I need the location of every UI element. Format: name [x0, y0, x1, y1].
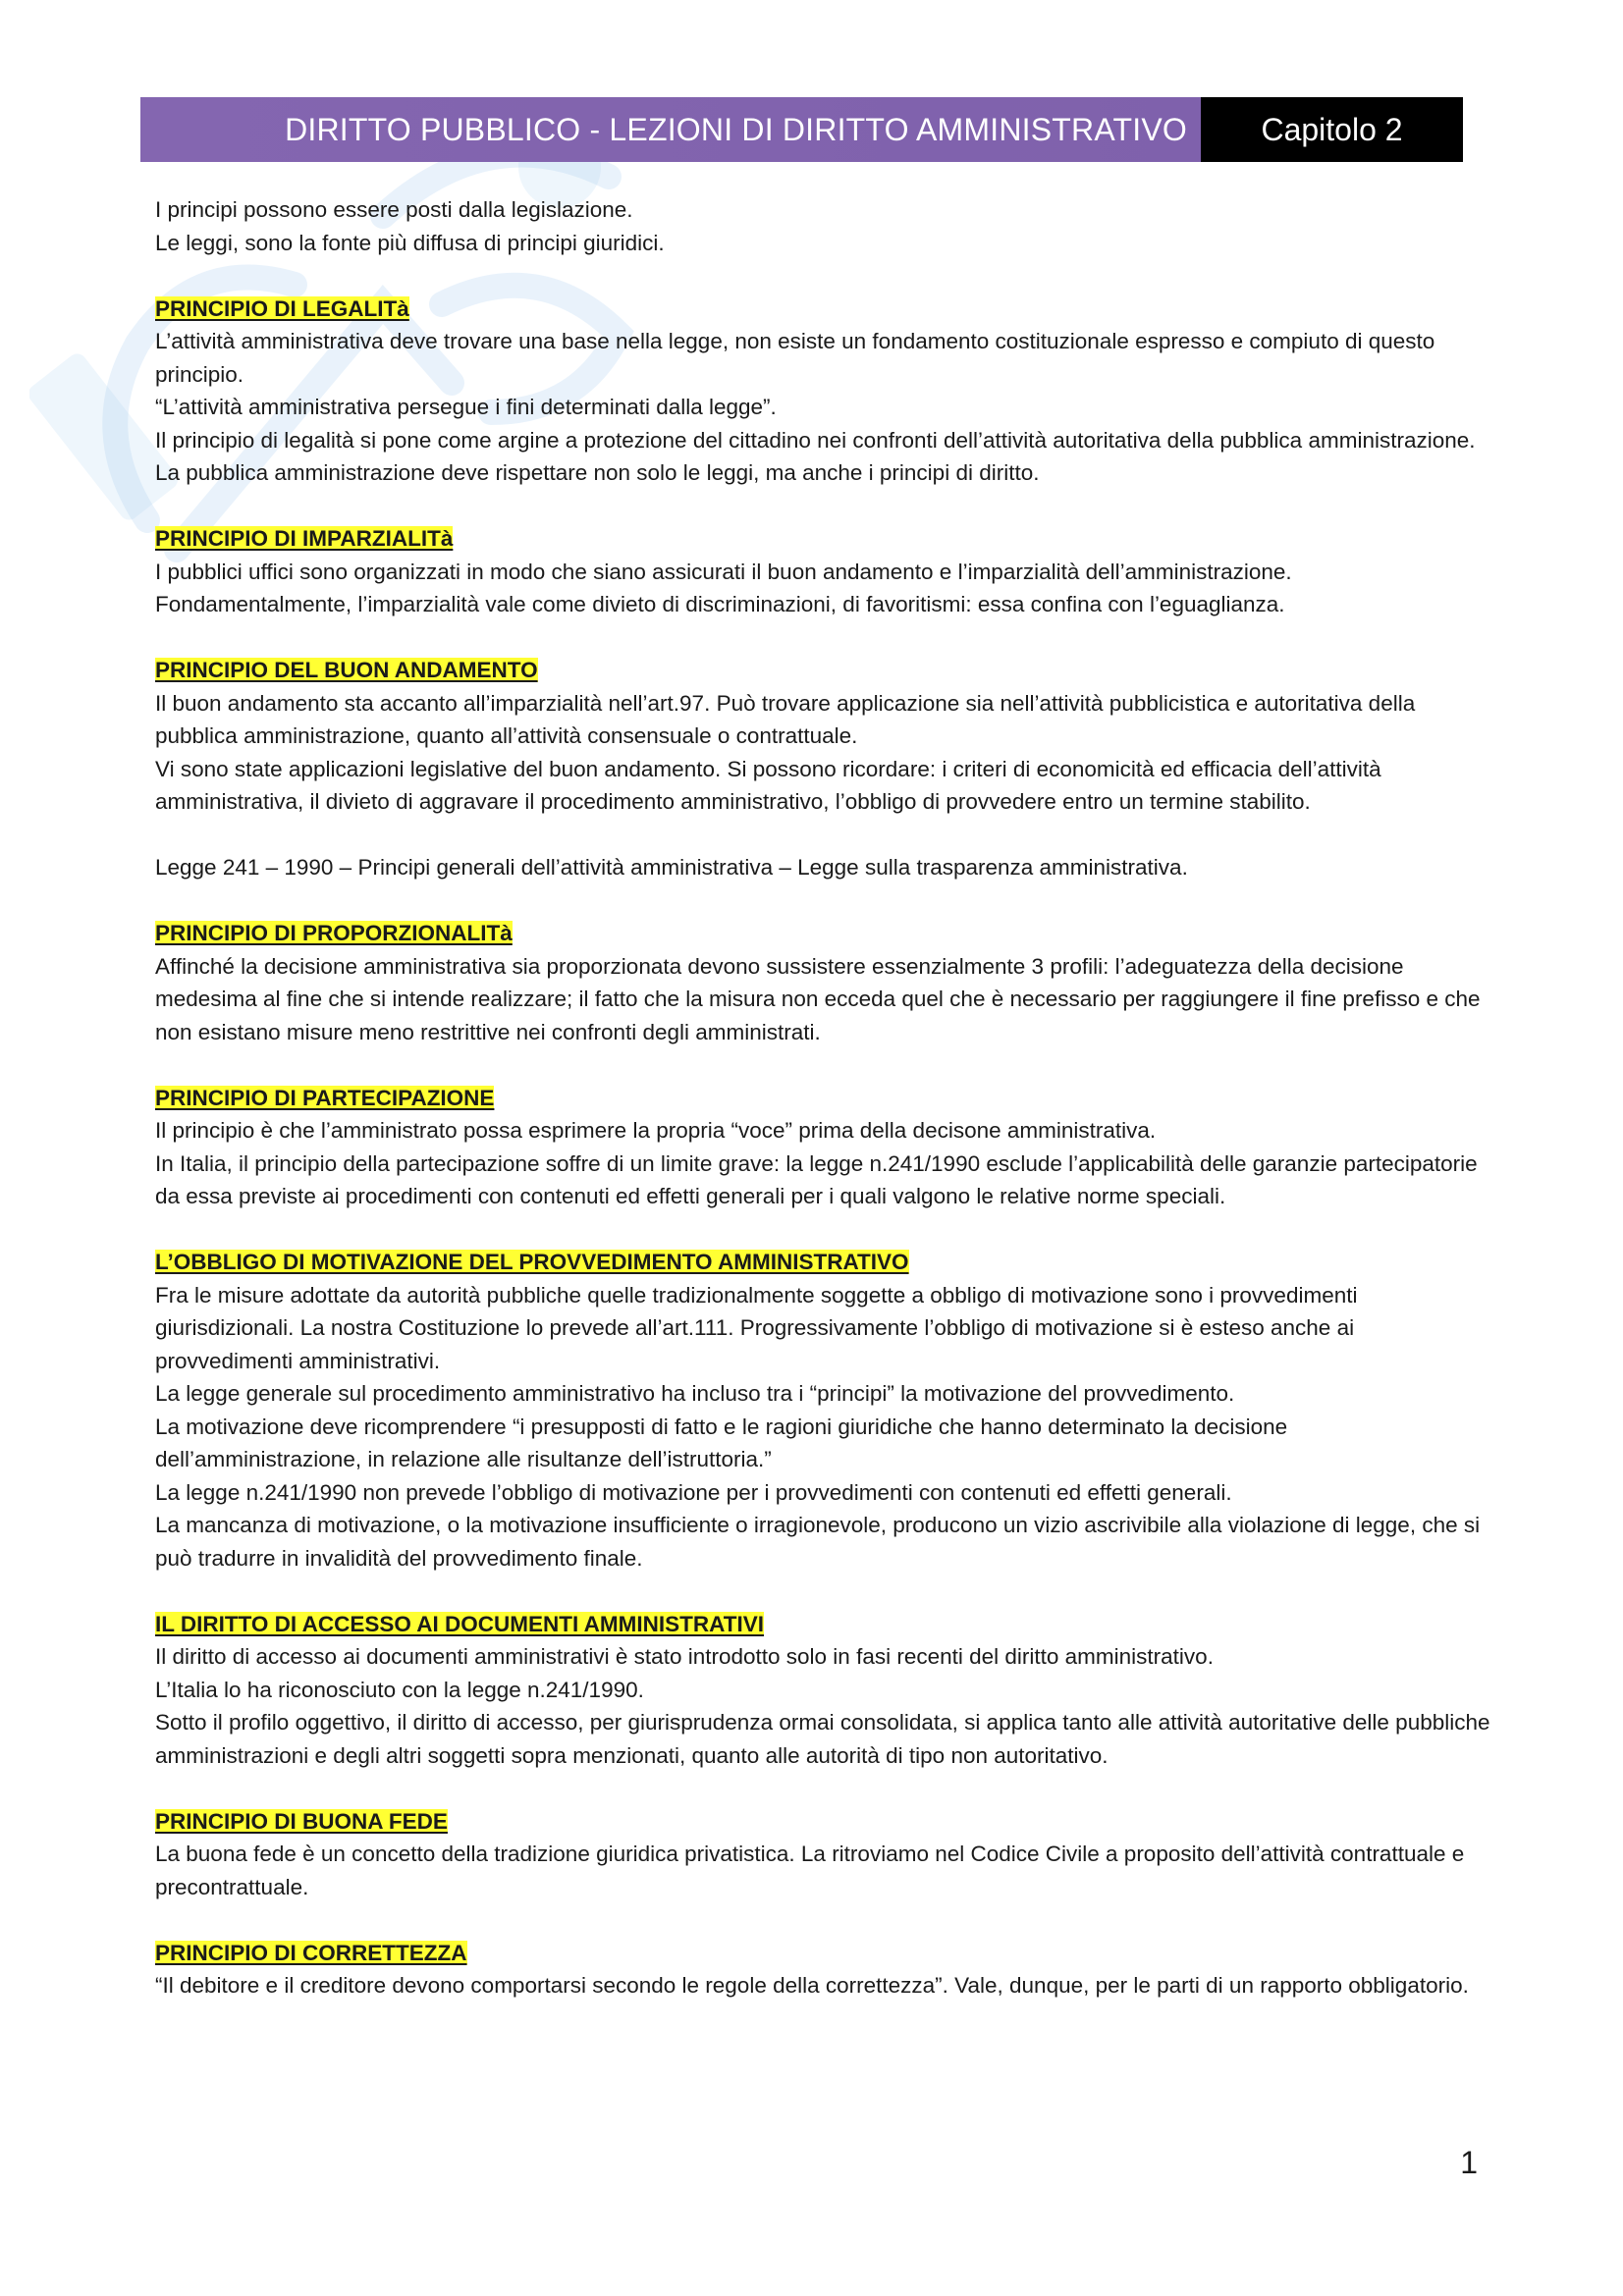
paragraph: Vi sono state applicazioni legislative del buon andamento. Si possono ricordare: i criteri di economicità ed efficacia dell’attività amministrativa, il divieto di aggravare il procedimento amministrativo, l’obbligo di provvedere entro un termine stabilito. [155, 756, 1381, 814]
section-heading: PRINCIPIO DI PARTECIPAZIONE [155, 1085, 495, 1110]
section-heading: IL DIRITTO DI ACCESSO AI DOCUMENTI AMMINISTRATIVI [155, 1611, 765, 1636]
section-motivazione [155, 1246, 1490, 1575]
paragraph: L’attività amministrativa deve trovare una base nella legge, non esiste un fondamento costituzionale espresso e compiuto di questo principio. [155, 329, 1435, 387]
section-correttezza [155, 1937, 1490, 2002]
paragraph: L’Italia lo ha riconosciuto con la legge n.241/1990. [155, 1677, 644, 1702]
chapter-label: Capitolo 2 [1201, 97, 1463, 162]
section-heading: PRINCIPIO DI PROPORZIONALITà [155, 921, 513, 945]
document-title: DIRITTO PUBBLICO - LEZIONI DI DIRITTO AMMINISTRATIVO [140, 97, 1201, 162]
section-imparzialita [155, 522, 1490, 621]
paragraph: “L’attività amministrativa persegue i fini determinati dalla legge”. [155, 395, 777, 419]
section-buona-fede [155, 1805, 1490, 1904]
paragraph: Fondamentalmente, l’imparzialità vale come divieto di discriminazioni, di favoritismi: essa confina con l’eguaglianza. [155, 592, 1285, 616]
paragraph: La motivazione deve ricomprendere “i presupposti di fatto e le ragioni giuridiche che hanno determinato la decisione dell’amministrazione, in relazione alle risultanze dell’istruttoria.” [155, 1414, 1288, 1471]
paragraph: Il buon andamento sta accanto all’imparzialità nell’art.97. Può trovare applicazione sia nell’attività pubblicistica e autoritativa della pubblica amministrazione, quanto all’attività consensuale o contrattuale. [155, 690, 1416, 748]
section-heading: PRINCIPIO DI IMPARZIALITà [155, 526, 454, 551]
section-legge-241 [155, 851, 1490, 884]
paragraph: Le leggi, sono la fonte più diffusa di principi giuridici. [155, 230, 665, 255]
document-body [155, 193, 1490, 2002]
page-number: 1 [1460, 2145, 1478, 2180]
paragraph: La legge n.241/1990 non prevede l’obbligo di motivazione per i provvedimenti con contenuti ed effetti generali. [155, 1479, 1232, 1505]
paragraph: La legge generale sul procedimento amministrativo ha incluso tra i “principi” la motivazione del provvedimento. [155, 1381, 1235, 1406]
paragraph: Fra le misure adottate da autorità pubbliche quelle tradizionalmente soggette a obbligo di motivazione sono i provvedimenti giurisdizionali. La nostra Costituzione lo prevede all’art.111. Progressivamente l’obbligo di motivazione si è esteso anche ai provvedimenti amministrativi. [155, 1282, 1358, 1373]
section-legalita [155, 293, 1490, 490]
section-heading: PRINCIPIO DI BUONA FEDE [155, 1808, 448, 1834]
page-header [140, 97, 1463, 162]
paragraph: Legge 241 – 1990 – Principi generali dell’attività amministrativa – Legge sulla trasparenza amministrativa. [155, 855, 1188, 880]
paragraph: I pubblici uffici sono organizzati in modo che siano assicurati il buon andamento e l’imparzialità dell’amministrazione. [155, 559, 1292, 584]
section-buon-andamento [155, 654, 1490, 819]
paragraph: In Italia, il principio della partecipazione soffre di un limite grave: la legge n.241/1990 esclude l’applicabilità delle garanzie partecipatorie da essa previste ai procedimenti con contenuti ed effetti generali per i quali valgono le relative norme speciali. [155, 1150, 1478, 1208]
paragraph: Affinché la decisione amministrativa sia proporzionata devono sussistere essenzialmente 3 profili: l’adeguatezza della decisione medesima al fine che si intende realizzare; il fatto che la misura non ecceda quel che è necessario per raggiungere il fine prefisso e che non esistano misure meno restrittive nei confronti degli amministrati. [155, 953, 1481, 1044]
paragraph: “Il debitore e il creditore devono comportarsi secondo le regole della correttezza”. Vale, dunque, per le parti di un rapporto obbligatorio. [155, 1973, 1469, 1998]
intro-block [155, 193, 1490, 259]
section-accesso [155, 1608, 1490, 1773]
section-heading: L’OBBLIGO DI MOTIVAZIONE DEL PROVVEDIMENTO AMMINISTRATIVO [155, 1250, 909, 1274]
paragraph: La pubblica amministrazione deve rispettare non solo le leggi, ma anche i principi di diritto. [155, 460, 1040, 485]
paragraph: Il principio è che l’amministrato possa esprimere la propria “voce” prima della decisone amministrativa. [155, 1118, 1157, 1143]
section-heading: PRINCIPIO DI LEGALITà [155, 295, 409, 321]
paragraph: Il principio di legalità si pone come argine a protezione del cittadino nei confronti dell’attività autoritativa della pubblica amministrazione. [155, 427, 1476, 453]
section-partecipazione [155, 1082, 1490, 1213]
section-heading: PRINCIPIO DEL BUON ANDAMENTO [155, 658, 538, 682]
paragraph: I principi possono essere posti dalla legislazione. [155, 197, 633, 222]
section-heading: PRINCIPIO DI CORRETTEZZA [155, 1940, 467, 1965]
paragraph: Il diritto di accesso ai documenti amministrativi è stato introdotto solo in fasi recenti del diritto amministrativo. [155, 1644, 1214, 1669]
paragraph: Sotto il profilo oggettivo, il diritto di accesso, per giurisprudenza ormai consolidata, si applica tanto alle attività autoritative delle pubbliche amministrazioni e degli altri soggetti sopra menzionati, quanto alle autorità di tipo non autoritativo. [155, 1710, 1490, 1768]
paragraph: La mancanza di motivazione, o la motivazione insufficiente o irragionevole, producono un vizio ascrivibile alla violazione di legge, che si può tradurre in invalidità del provvedimento finale. [155, 1513, 1481, 1571]
paragraph: La buona fede è un concetto della tradizione giuridica privatistica. La ritroviamo nel Codice Civile a proposito dell’attività contrattuale e precontrattuale. [155, 1842, 1465, 1899]
section-proporzionalita [155, 917, 1490, 1048]
